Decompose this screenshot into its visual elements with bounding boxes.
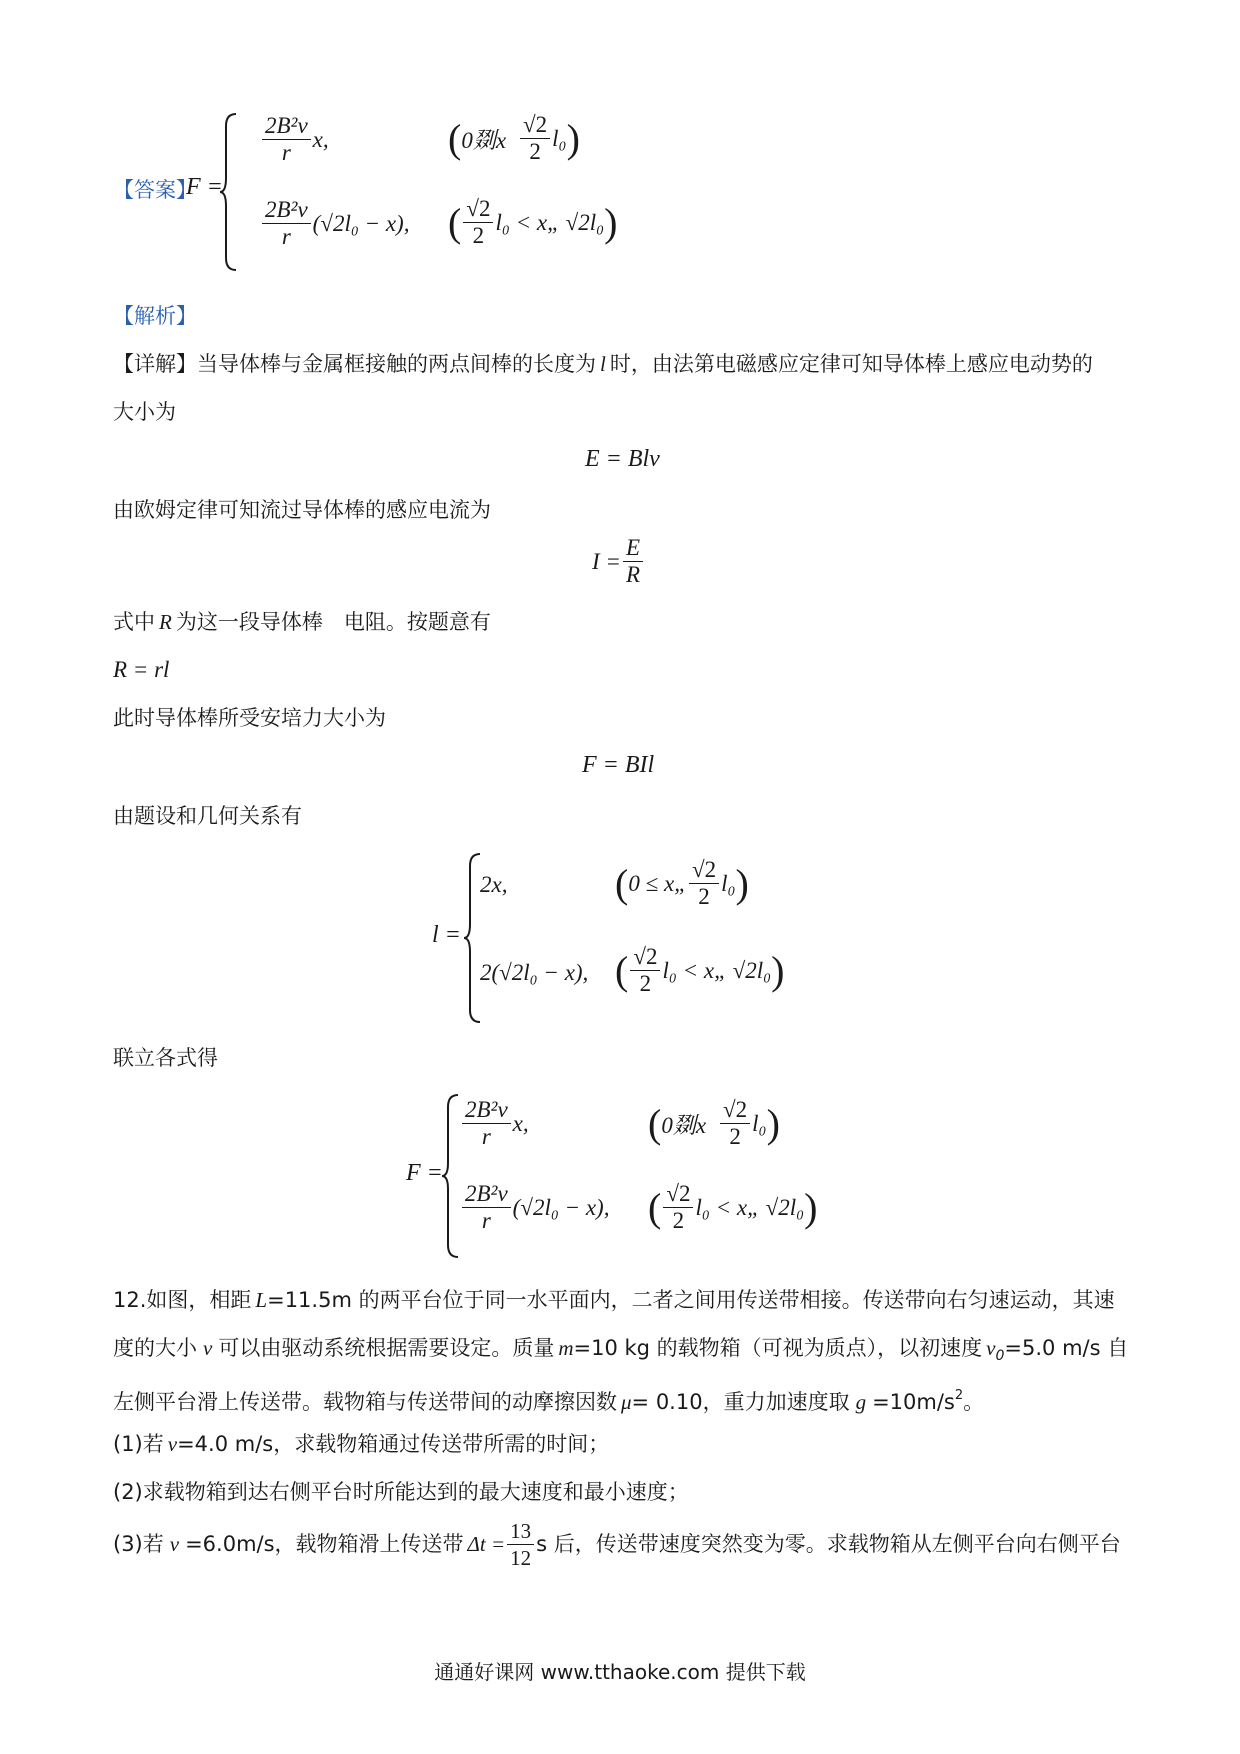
force-case-2 [460, 1181, 609, 1234]
problem12-question-1 [113, 1429, 609, 1459]
problem12-p2-a: 度的大小 [113, 1336, 197, 1360]
force-case1-cond-left: 0剟x [661, 1113, 707, 1138]
problem12-p3-d: 。 [963, 1390, 985, 1414]
length-case-2-expr: 2(√2l₀ − x), [480, 960, 589, 985]
problem12-q3-b: =6.0m/s，载物箱滑上传送带 [185, 1532, 464, 1556]
force-case1-cond-num: √2 [720, 1097, 750, 1124]
equation-current-den: R [625, 562, 640, 587]
answer-case2-tail: (√2l₀ − x), [312, 210, 410, 236]
answer-case2-cond-tail: l₀ < x„ √2l₀ [495, 209, 605, 235]
detail-line-6: 由题设和几何关系有 [113, 804, 302, 828]
problem12-q1-b: =4.0 m/s，求载物箱通过传送带所需的时间； [177, 1432, 610, 1456]
answer-case1-cond-den: 2 [529, 139, 541, 164]
force-case2-den: r [481, 1208, 491, 1233]
problem12-question-3 [113, 1519, 1121, 1569]
detail-line4-var: R [159, 610, 172, 634]
problem12-q3-den: 12 [510, 1545, 532, 1570]
force-case2-num: 2B²v [462, 1181, 511, 1208]
detail-line-1 [113, 349, 1093, 379]
problem12-line-3 [113, 1381, 984, 1417]
answer-case1-cond-tail: l₀ [552, 125, 567, 151]
force-case1-tail: x, [512, 1110, 529, 1136]
problem12-p3-sup: 2 [954, 1388, 964, 1403]
equation-resistance: R = rl [113, 657, 170, 682]
problem12-q3-delta-t: Δt = [467, 1532, 506, 1556]
force-case1-cond-den: 2 [729, 1124, 741, 1149]
problem12-p3-b: = 0.10，重力加速度取 [631, 1390, 850, 1414]
answer-left-brace [218, 112, 240, 272]
force-case-2-condition: ( $\frac{√2}{2}$ l₀ < x„ √2l₀ ) [648, 1181, 818, 1233]
answer-case2-den: r [281, 224, 291, 249]
equation-current [592, 535, 645, 588]
problem12-var-v0: v [986, 1336, 996, 1360]
detail-line-4 [113, 607, 491, 637]
problem12-q1-var-v: v [167, 1432, 178, 1456]
force-case1-cond-tail: l₀ [752, 1110, 767, 1136]
length-case-2-condition: ( $\frac{√2}{2}$ l₀ < x„ √2l₀ ) [615, 944, 785, 996]
answer-case2-num: 2B²v [262, 197, 311, 224]
analysis-tag: 【解析】 [113, 304, 197, 328]
problem12-line-2 [113, 1333, 1128, 1371]
answer-tag: 【答案】 [113, 178, 197, 202]
detail-line-3: 由欧姆定律可知流过导体棒的感应电流为 [113, 498, 491, 522]
force-case2-cond-tail: l₀ < x„ √2l₀ [695, 1194, 805, 1220]
answer-case1-tail: x, [312, 126, 329, 152]
length-case1-cond-left: 0 ≤ x„ [628, 870, 687, 896]
problem12-p2-c: =10 kg 的载物箱（可视为质点），以初速度 [573, 1336, 983, 1360]
problem12-p3-c: =10m/s [872, 1390, 955, 1414]
problem12-var-g: g [855, 1390, 867, 1414]
answer-case-1 [260, 113, 329, 166]
problem12-var-v0-sub: 0 [995, 1348, 1005, 1364]
answer-case1-cond-left: 0剟x [461, 128, 507, 153]
length-lhs: l = [432, 922, 461, 948]
problem12-p3-a: 左侧平台滑上传送带。载物箱与传送带间的动摩擦因数 [113, 1390, 617, 1414]
page-footer: 通通好课网 www.tthaoke.com 提供下载 [434, 1660, 806, 1684]
detail-line-7: 联立各式得 [113, 1046, 218, 1070]
equation-emf: E = Blv [585, 446, 660, 472]
problem12-question-2: (2)求载物箱到达右侧平台时所能达到的最大速度和最小速度； [113, 1480, 689, 1504]
problem12-p1-a: 12.如图，相距 [113, 1288, 252, 1312]
answer-case1-num: 2B²v [262, 113, 311, 140]
problem12-p1-b: =11.5m 的两平台位于同一水平面内，二者之间用传送带相接。传送带向右匀速运动，其速 [267, 1288, 1115, 1312]
problem12-var-m: m [558, 1336, 574, 1360]
problem12-var-v: v [203, 1336, 213, 1360]
length-case2-cond-num: √2 [630, 944, 660, 971]
detail-line1-var: l [600, 352, 606, 376]
answer-case2-cond-den: 2 [472, 223, 485, 248]
problem12-var-mu: μ [621, 1390, 632, 1414]
detail-line1-text-a: 当导体棒与金属框接触的两点间棒的长度为 [197, 352, 596, 376]
force-case1-den: r [481, 1124, 491, 1149]
detail-line-5: 此时导体棒所受安培力大小为 [113, 706, 386, 730]
length-case2-cond-den: 2 [639, 971, 652, 996]
length-case1-cond-den: 2 [698, 884, 710, 909]
equation-force: F = BIl [582, 752, 655, 778]
answer-case-1-condition: ( 0剟x $\frac{√2}{2}$ l₀ ) [448, 112, 580, 164]
problem12-p2-d: =5.0 m/s 自 [1004, 1336, 1129, 1360]
problem12-q3-num: 13 [507, 1518, 534, 1545]
detail-line1-text-b: 时，由法第电磁感应定律可知导体棒上感应电动势的 [609, 352, 1093, 376]
equation-current-num: E [623, 535, 643, 562]
answer-case-2-condition: ( $\frac{√2}{2}$ l₀ < x„ √2l₀ ) [448, 196, 618, 248]
length-case2-cond-tail: l₀ < x„ √2l₀ [662, 957, 772, 983]
answer-lhs: F = [186, 174, 223, 200]
force-case1-num: 2B²v [462, 1097, 511, 1124]
force-lhs: F = [406, 1160, 443, 1186]
length-case-1-expr: 2x, [480, 872, 508, 897]
force-case2-tail: (√2l₀ − x), [512, 1194, 610, 1220]
length-case1-cond-tail: l₀ [721, 870, 736, 896]
problem12-var-L: L [255, 1288, 268, 1312]
detail-line-2: 大小为 [113, 400, 176, 424]
equation-current-lhs: I = [592, 548, 621, 574]
force-left-brace [440, 1093, 462, 1259]
force-case-1 [460, 1097, 529, 1150]
length-case-1-condition: ( 0 ≤ x„ $\frac{√2}{2}$ l₀ ) [615, 857, 749, 909]
problem12-q3-c: s 后，传送带速度突然变为零。求载物箱从左侧平台向右侧平台 [536, 1532, 1121, 1556]
problem12-q3-var-v: v [169, 1532, 180, 1556]
detail-line4-text-a: 式中 [113, 610, 155, 634]
answer-case1-den: r [281, 140, 291, 165]
problem12-q1-a: (1)若 [113, 1432, 164, 1456]
problem12-q3-a: (3)若 [113, 1532, 164, 1556]
force-case2-cond-num: √2 [663, 1181, 693, 1208]
length-case1-cond-num: √2 [689, 857, 719, 884]
answer-case-2 [260, 197, 409, 250]
answer-case2-cond-num: √2 [463, 196, 493, 223]
detail-tag: 【详解】 [113, 352, 197, 376]
force-case-1-condition: ( 0剟x $\frac{√2}{2}$ l₀ ) [648, 1097, 780, 1149]
answer-case1-cond-num: √2 [520, 112, 550, 139]
force-case2-cond-den: 2 [672, 1208, 685, 1233]
problem12-p2-b: 可以由驱动系统根据需要设定。质量 [218, 1336, 555, 1360]
problem12-line-1 [113, 1285, 1115, 1315]
detail-line4-text-b: 为这一段导体棒 电阻。按题意有 [175, 610, 491, 634]
